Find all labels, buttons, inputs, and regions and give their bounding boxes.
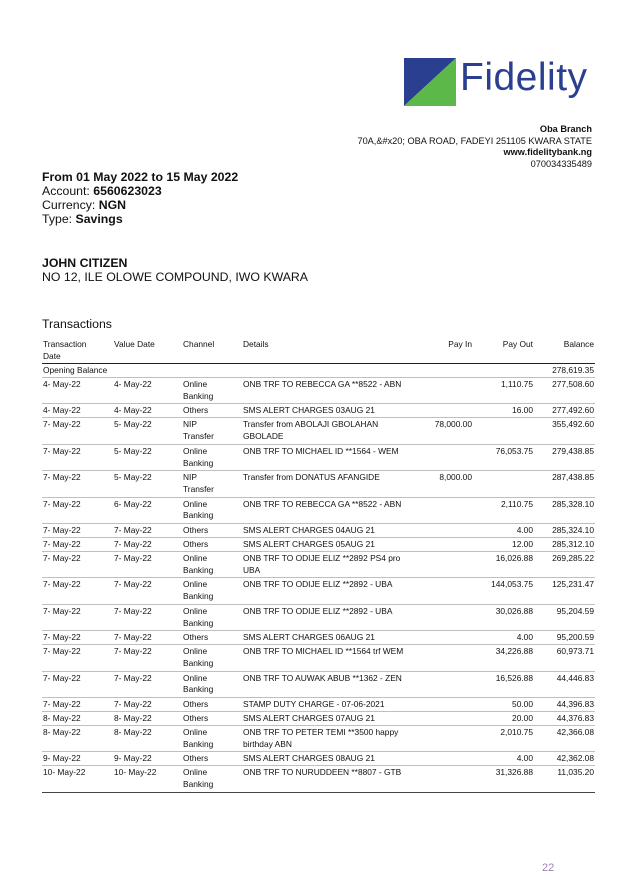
transaction-date: 7- May-22: [43, 632, 81, 643]
account-number: 6560623023: [93, 184, 162, 198]
channel-line: Transfer: [183, 431, 214, 442]
header-channel: Channel: [183, 339, 215, 349]
header-date-line2: Date: [43, 350, 61, 361]
transaction-date: 7- May-22: [43, 498, 81, 509]
branch-info: [357, 124, 592, 170]
transaction-date: 7- May-22: [43, 538, 81, 549]
pay-in: 78,000.00: [434, 419, 472, 430]
table-row: [42, 404, 595, 418]
value-date: 7- May-22: [114, 605, 152, 616]
channel: [183, 673, 241, 697]
channel: [183, 405, 241, 417]
transaction-date: 8- May-22: [43, 726, 81, 737]
balance: 44,376.83: [556, 712, 594, 723]
balance: 285,328.10: [552, 498, 594, 509]
table-row: [42, 578, 595, 604]
channel: [183, 632, 241, 644]
details: [243, 379, 419, 391]
details: [243, 699, 419, 711]
details: [243, 525, 419, 537]
account-label: Account:: [42, 184, 90, 198]
details-line: ONB TRF TO ODIJE ELIZ **2892 PS4 pro: [243, 552, 401, 563]
details: [243, 673, 419, 685]
transactions-table: [42, 338, 595, 793]
type-label: Type:: [42, 212, 73, 226]
channel: [183, 579, 241, 603]
pay-out: 2,110.75: [501, 498, 533, 509]
branch-name: Oba Branch: [539, 124, 592, 134]
channel-line: Banking: [183, 684, 214, 695]
table-row: [42, 698, 595, 712]
details: [243, 713, 419, 725]
transaction-date: 4- May-22: [43, 379, 81, 389]
details: [243, 727, 419, 751]
pay-out: 1,110.75: [501, 379, 533, 389]
page-footer-mark: 22: [542, 862, 555, 874]
header-transaction-date: [43, 339, 109, 363]
channel-line: Banking: [183, 657, 214, 668]
details-line: SMS ALERT CHARGES 06AUG 21: [243, 632, 375, 643]
channel-line: NIP: [183, 472, 197, 483]
transaction-date: 9- May-22: [43, 753, 81, 764]
table-row: [42, 631, 595, 645]
customer-name: JOHN CITIZEN: [42, 256, 128, 270]
pay-out: 31,326.88: [495, 767, 533, 778]
balance: 287,438.85: [552, 472, 594, 483]
details-line: SMS ALERT CHARGES 07AUG 21: [243, 712, 375, 723]
balance: 95,200.59: [556, 632, 594, 643]
pay-out: 50.00: [512, 698, 533, 709]
details: [243, 646, 419, 658]
details: [243, 472, 419, 484]
transaction-date: 4- May-22: [43, 405, 81, 416]
transactions-title: Transactions: [42, 317, 112, 331]
channel-line: Others: [183, 524, 209, 535]
channel-line: Banking: [183, 738, 214, 749]
balance: 355,492.60: [552, 419, 594, 430]
details: [243, 632, 419, 644]
balance: 44,396.83: [556, 698, 594, 709]
transaction-date: 7- May-22: [43, 524, 81, 535]
header-balance: Balance: [563, 339, 594, 349]
channel: [183, 539, 241, 551]
channel: [183, 446, 241, 470]
bank-name: Fidelity: [460, 56, 588, 99]
value-date: 10- May-22: [114, 767, 157, 778]
details-line: ONB TRF TO REBECCA GA **8522 - ABN: [243, 498, 402, 509]
value-date: 4- May-22: [114, 379, 152, 389]
details-line: ONB TRF TO ODIJE ELIZ **2892 - UBA: [243, 605, 393, 616]
details-line: ONB TRF TO AUWAK ABUB **1362 - ZEN: [243, 672, 402, 683]
channel: [183, 525, 241, 537]
pay-out: 144,053.75: [491, 579, 533, 590]
channel-line: Others: [183, 698, 209, 709]
value-date: 5- May-22: [114, 472, 152, 483]
details: [243, 405, 419, 417]
details-line: ONB TRF TO REBECCA GA **8522 - ABN: [243, 379, 402, 389]
channel: [183, 727, 241, 751]
account-line: [42, 184, 238, 198]
table-row: [42, 766, 595, 792]
value-date: 7- May-22: [114, 552, 152, 563]
balance: 95,204.59: [556, 605, 594, 616]
transaction-date: 7- May-22: [43, 605, 81, 616]
pay-out: 4.00: [516, 632, 533, 643]
details-line: SMS ALERT CHARGES 05AUG 21: [243, 538, 375, 549]
value-date: 7- May-22: [114, 646, 152, 657]
channel: [183, 699, 241, 711]
fidelity-logo: [404, 58, 590, 108]
details-line: birthday ABN: [243, 738, 292, 749]
pay-out: 16.00: [512, 405, 533, 416]
channel-line: Online: [183, 379, 208, 389]
table-row: [42, 605, 595, 631]
header-date-line1: Transaction: [43, 339, 87, 349]
table-row: [42, 498, 595, 524]
header-details: Details: [243, 339, 269, 349]
channel-line: Others: [183, 538, 209, 549]
value-date: 7- May-22: [114, 524, 152, 535]
value-date: 7- May-22: [114, 538, 152, 549]
channel: [183, 379, 241, 403]
details-line: ONB TRF TO PETER TEMI **3500 happy: [243, 726, 399, 737]
pay-out: 2,010.75: [500, 726, 533, 737]
table-row: [42, 445, 595, 471]
channel: [183, 753, 241, 765]
value-date: 5- May-22: [114, 419, 152, 430]
details-line: UBA: [243, 564, 261, 575]
balance: 42,362.08: [556, 753, 594, 764]
table-row: [42, 524, 595, 538]
details-line: GBOLADE: [243, 431, 284, 442]
details-line: SMS ALERT CHARGES 08AUG 21: [243, 753, 375, 764]
details: [243, 419, 419, 443]
header-pay-out: Pay Out: [502, 339, 533, 349]
details: [243, 753, 419, 765]
transaction-date: 7- May-22: [43, 445, 81, 456]
table-row: [42, 418, 595, 444]
value-date: 8- May-22: [114, 726, 152, 737]
balance: 60,973.71: [556, 646, 594, 657]
details-line: STAMP DUTY CHARGE - 07-06-2021: [243, 698, 385, 709]
details-line: ONB TRF TO MICHAEL ID **1564 - WEM: [243, 445, 399, 456]
balance: 279,438.85: [552, 445, 594, 456]
transaction-rows: [42, 378, 595, 793]
table-row: [42, 712, 595, 726]
transaction-date: 7- May-22: [43, 579, 81, 590]
branch-address: 70A,&#x20; OBA ROAD, FADEYI 251105 KWARA STATE: [357, 135, 592, 146]
details: [243, 606, 419, 618]
details-line: ONB TRF TO NURUDDEEN **8807 - GTB: [243, 767, 402, 778]
channel: [183, 499, 241, 523]
details-line: ONB TRF TO ODIJE ELIZ **2892 - UBA: [243, 579, 393, 590]
channel-line: Others: [183, 405, 209, 416]
balance: 11,035.20: [557, 767, 594, 778]
pay-out: 4.00: [516, 524, 533, 535]
channel-line: Online: [183, 552, 208, 563]
details-line: Transfer from DONATUS AFANGIDE: [243, 472, 380, 483]
details: [243, 553, 419, 577]
customer-address: NO 12, ILE OLOWE COMPOUND, IWO KWARA: [42, 270, 309, 284]
pay-out: 30,026.88: [495, 605, 533, 616]
balance: 125,231.47: [552, 579, 594, 590]
balance: 277,492.60: [552, 405, 594, 416]
channel-line: Banking: [183, 457, 214, 468]
details: [243, 499, 419, 511]
table-row: [42, 645, 595, 671]
channel-line: Others: [183, 632, 209, 643]
transaction-date: 7- May-22: [43, 698, 81, 709]
transaction-date: 7- May-22: [43, 672, 81, 683]
balance: 277,508.60: [552, 379, 594, 389]
channel-line: Others: [183, 753, 209, 764]
table-row: [42, 552, 595, 578]
details-line: SMS ALERT CHARGES 03AUG 21: [243, 405, 375, 416]
details-line: ONB TRF TO MICHAEL ID **1564 trf WEM: [243, 646, 404, 657]
value-date: 4- May-22: [114, 405, 152, 416]
value-date: 6- May-22: [114, 498, 152, 509]
channel-line: Online: [183, 767, 208, 778]
table-row: [42, 672, 595, 698]
value-date: 7- May-22: [114, 632, 152, 643]
channel: [183, 553, 241, 577]
table-row: [42, 752, 595, 766]
channel-line: Banking: [183, 510, 214, 521]
details-line: SMS ALERT CHARGES 04AUG 21: [243, 524, 375, 535]
statement-info: [42, 170, 238, 226]
balance: 285,324.10: [552, 524, 594, 535]
header-pay-in: Pay In: [448, 339, 472, 349]
channel-line: Banking: [183, 779, 214, 790]
value-date: 9- May-22: [114, 753, 152, 764]
channel: [183, 713, 241, 725]
channel: [183, 606, 241, 630]
balance: 44,446.83: [556, 672, 594, 683]
table-row: [42, 378, 595, 404]
pay-out: 34,226.88: [495, 646, 533, 657]
value-date: 8- May-22: [114, 712, 152, 723]
details-line: Transfer from ABOLAJI GBOLAHAN: [243, 419, 379, 430]
transaction-date: 8- May-22: [43, 712, 81, 723]
value-date: 7- May-22: [114, 698, 152, 709]
channel: [183, 472, 241, 496]
channel-line: Transfer: [183, 483, 214, 494]
table-row: [42, 726, 595, 752]
pay-out: 16,026.88: [495, 552, 533, 563]
value-date: 7- May-22: [114, 579, 152, 590]
currency-label: Currency:: [42, 198, 96, 212]
transaction-date: 10- May-22: [43, 767, 86, 778]
channel-line: Online: [183, 445, 208, 456]
channel-line: Others: [183, 712, 209, 723]
type-value: Savings: [75, 212, 123, 226]
transaction-date: 7- May-22: [43, 552, 81, 563]
channel-line: Online: [183, 605, 208, 616]
channel-line: Banking: [183, 564, 214, 575]
pay-in: 8,000.00: [439, 472, 472, 483]
channel-line: Online: [183, 646, 208, 657]
currency-line: [42, 198, 238, 212]
opening-balance-label: Opening Balance: [43, 365, 108, 375]
table-row: [42, 538, 595, 552]
opening-balance-value: 278,619.35: [552, 365, 594, 375]
balance: 285,312.10: [552, 538, 594, 549]
pay-out: 76,053.75: [495, 445, 533, 456]
pay-out: 16,526.88: [495, 672, 533, 683]
balance: 42,366.08: [556, 726, 594, 737]
details: [243, 539, 419, 551]
customer-info: [42, 256, 308, 284]
channel-line: Online: [183, 726, 208, 737]
pay-out: 20.00: [512, 712, 533, 723]
value-date: 7- May-22: [114, 672, 152, 683]
channel-line: Banking: [183, 617, 214, 628]
currency-value: NGN: [98, 198, 127, 212]
statement-period: From 01 May 2022 to 15 May 2022: [42, 170, 239, 184]
fidelity-logo-mark-icon: [404, 58, 456, 106]
channel-line: Online: [183, 498, 208, 509]
branch-website: www.fidelitybank.ng: [503, 147, 592, 158]
channel: [183, 419, 241, 443]
channel: [183, 767, 241, 791]
value-date: 5- May-22: [114, 445, 152, 456]
pay-out: 4.00: [516, 753, 533, 764]
header-value-date: Value Date: [114, 339, 155, 349]
type-line: [42, 212, 238, 226]
transaction-date: 7- May-22: [43, 472, 81, 483]
transaction-date: 7- May-22: [43, 419, 81, 430]
details: [243, 579, 419, 591]
table-header: [42, 338, 595, 364]
opening-balance-row: [42, 364, 595, 378]
branch-phone: 070034335489: [530, 158, 592, 169]
transaction-date: 7- May-22: [43, 646, 81, 657]
channel: [183, 646, 241, 670]
channel-line: Online: [183, 579, 208, 590]
pay-out: 12.00: [512, 538, 533, 549]
details: [243, 446, 419, 458]
channel-line: Online: [183, 672, 208, 683]
balance: 269,285.22: [552, 552, 594, 563]
details: [243, 767, 419, 779]
channel-line: Banking: [183, 390, 214, 401]
channel-line: Banking: [183, 591, 214, 602]
channel-line: NIP: [183, 419, 197, 430]
table-row: [42, 471, 595, 497]
